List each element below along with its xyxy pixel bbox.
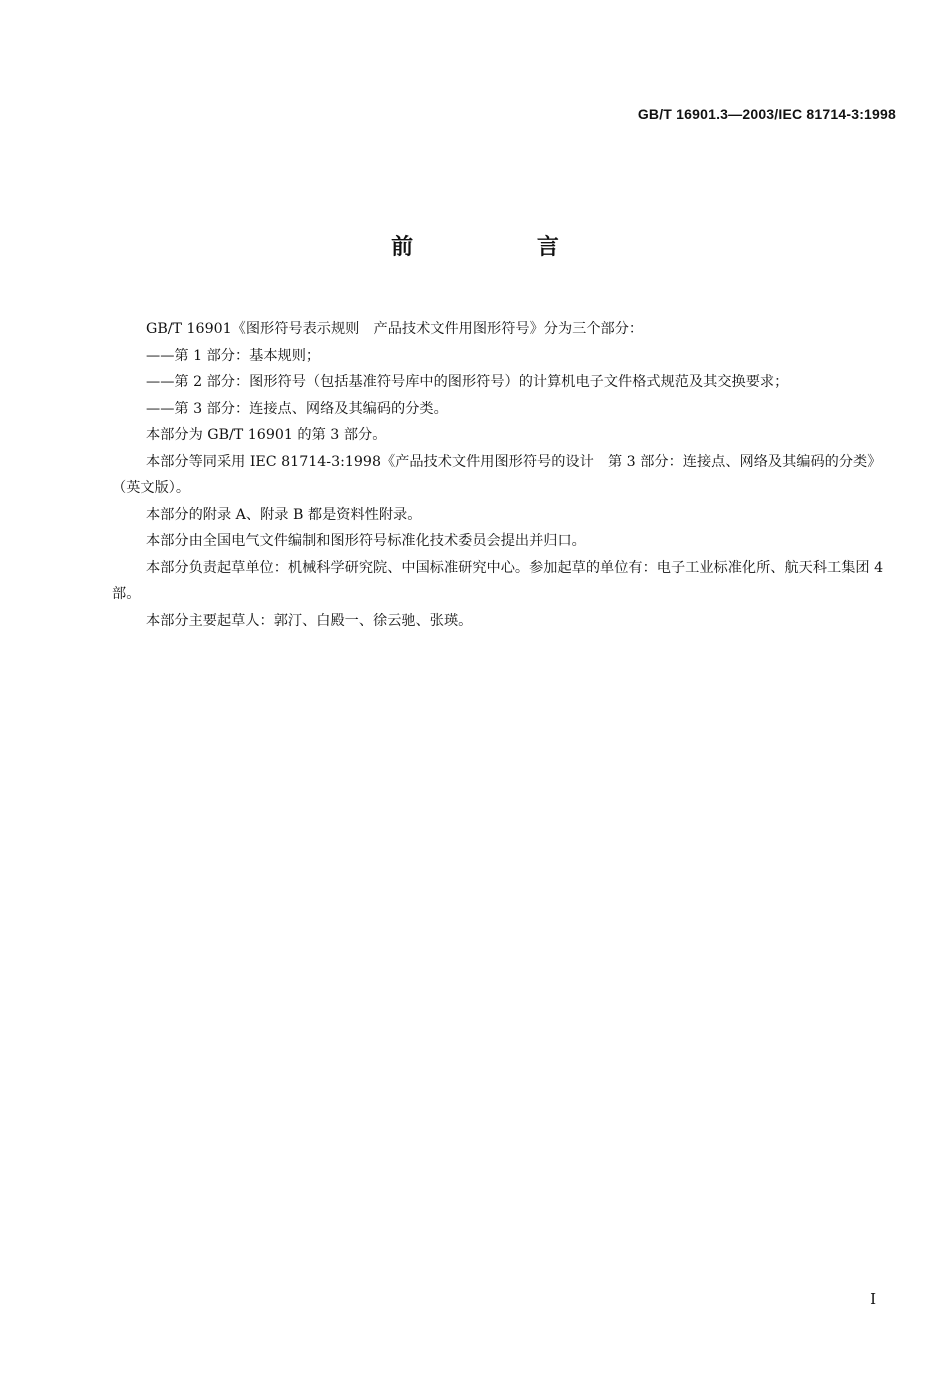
paragraph-annexes: 本部分的附录 A、附录 B 都是资料性附录。 bbox=[146, 506, 422, 523]
paragraph-intro: GB/T 16901《图形符号表示规则 产品技术文件用图形符号》分为三个部分： bbox=[146, 321, 644, 337]
paragraph-proposer: 本部分由全国电气文件编制和图形符号标准化技术委员会提出并归口。 bbox=[146, 533, 586, 549]
paragraph-drafting-units: 本部分负责起草单位：机械科学研究院、中国标准研究中心。参加起草的单位有：电子工业标准化所、航天科工集团 4 部。 bbox=[112, 559, 884, 602]
list-item-part-2: ——第 2 部分：图形符号（包括基准符号库中的图形符号）的计算机电子文件格式规范及其交换要求； bbox=[146, 374, 789, 390]
paragraph-drafters: 本部分主要起草人：郭汀、白殿一、徐云驰、张瑛。 bbox=[146, 612, 473, 629]
page-number: I bbox=[870, 1290, 876, 1308]
list-item-part-1: ——第 1 部分：基本规则； bbox=[146, 347, 321, 364]
list-item-part-3: ——第 3 部分：连接点、网络及其编码的分类。 bbox=[146, 400, 448, 417]
document-body bbox=[112, 316, 896, 634]
paragraph-part-statement: 本部分为 GB/T 16901 的第 3 部分。 bbox=[146, 427, 387, 443]
paragraph-adoption: 本部分等同采用 IEC 81714-3:1998《产品技术文件用图形符号的设计 第 3 部分：连接点、网络及其编码的分类》（英文版）。 bbox=[112, 453, 882, 496]
page-title: 前 言 bbox=[391, 235, 617, 260]
standard-code: GB/T 16901.3—2003/IEC 81714-3:1998 bbox=[637, 106, 896, 122]
